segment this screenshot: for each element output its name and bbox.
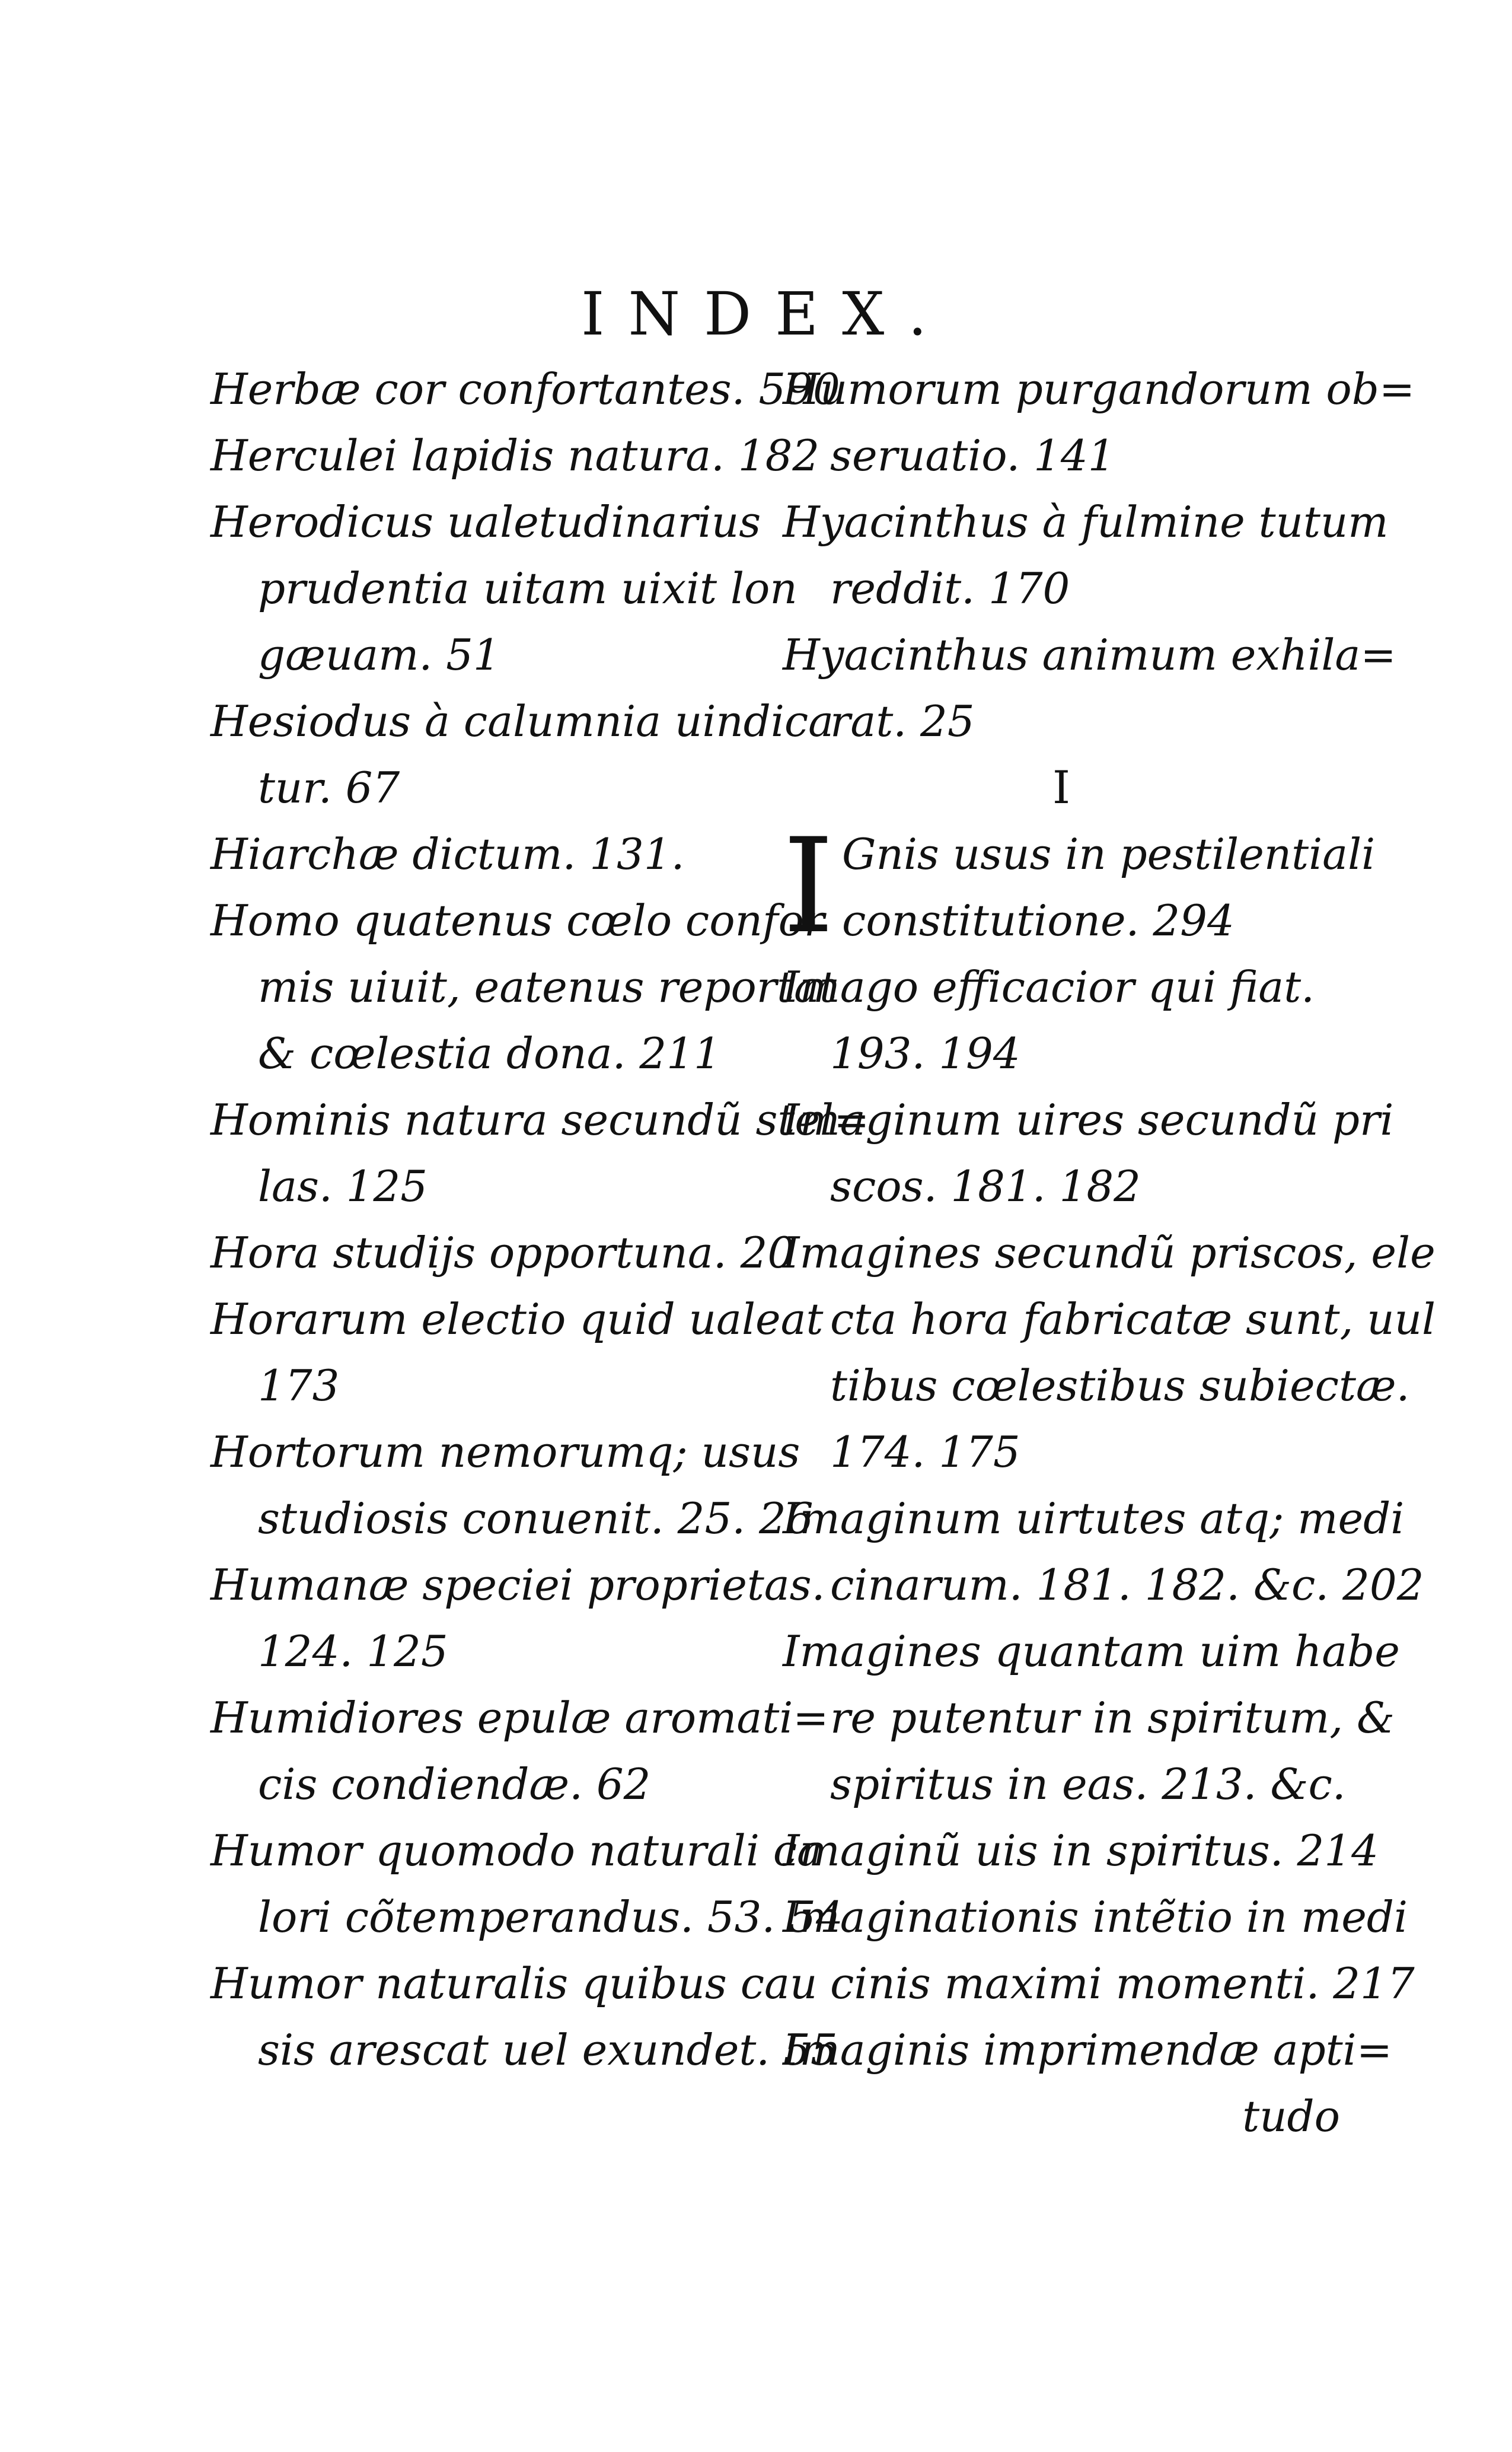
- index-line: Hortorum nemorumq; usus: [210, 1427, 800, 1477]
- index-line: tibus cœlestibus subiectæ.: [830, 1361, 1410, 1410]
- index-line: Imaginũ uis in spiritus. 214: [783, 1826, 1379, 1875]
- index-line: 174. 175: [830, 1427, 1020, 1477]
- index-line: Hiarchæ dictum. 131.: [210, 829, 685, 879]
- index-line: Imago efficacior qui fiat.: [783, 962, 1315, 1012]
- right-column: [783, 356, 1436, 2150]
- index-line: Imaginis imprimendæ apti=: [783, 2025, 1393, 2075]
- index-line: seruatio. 141: [830, 431, 1115, 480]
- index-line: las. 125: [258, 1161, 428, 1211]
- dropcap: I: [783, 810, 834, 962]
- index-line: cis condiendæ. 62: [258, 1759, 651, 1809]
- index-line: Herbæ cor confortantes. 590: [210, 364, 840, 414]
- index-line: spiritus in eas. 213. &c.: [830, 1759, 1346, 1809]
- index-line: 124. 125: [258, 1626, 448, 1676]
- index-line: Herculei lapidis natura. 182: [210, 431, 820, 480]
- index-line: Gnis usus in pestilentiali: [842, 829, 1376, 879]
- index-line: cinarum. 181. 182. &c. 202: [830, 1560, 1424, 1610]
- index-line: 173: [258, 1361, 340, 1410]
- index-line: Humor naturalis quibus cau: [210, 1959, 818, 2008]
- index-line: re putentur in spiritum, &: [830, 1693, 1395, 1743]
- index-line: Hyacinthus animum exhila=: [783, 630, 1396, 680]
- index-line: sis arescat uel exundet. 55: [258, 2025, 838, 2075]
- index-line: Homo quatenus cœlo confor: [210, 896, 825, 945]
- dropcap-entry: [783, 810, 1376, 962]
- index-line: 193. 194: [830, 1028, 1020, 1078]
- index-line: Imaginationis intẽtio in medi: [783, 1892, 1408, 1942]
- index-line: rat. 25: [830, 696, 975, 746]
- index-line: gæuam. 51: [258, 630, 500, 680]
- page-header: [581, 279, 961, 350]
- index-line: studiosis conuenit. 25. 26: [258, 1494, 814, 1543]
- index-line: Humidiores epulæ aromati=: [210, 1693, 829, 1743]
- index-line: Imagines quantam uim habe: [783, 1626, 1400, 1676]
- index-line: Humanæ speciei proprietas.: [210, 1560, 825, 1610]
- index-line: lori cõtemperandus. 53. 54: [258, 1892, 843, 1942]
- index-line: mis uiuit, eatenus reportat: [258, 962, 837, 1012]
- index-line: Hesiodus à calumnia uindica: [210, 696, 834, 746]
- index-line: tur. 67: [258, 763, 400, 813]
- index-line: Horarum electio quid ualeat: [210, 1294, 824, 1344]
- left-column: [210, 356, 870, 2083]
- index-line: & cœlestia dona. 211: [258, 1028, 721, 1078]
- index-line: Humorum purgandorum ob=: [783, 364, 1415, 414]
- index-line: reddit. 170: [830, 563, 1070, 613]
- index-line: Herodicus ualetudinarius: [210, 497, 761, 547]
- index-line: cinis maximi momenti. 217: [830, 1959, 1415, 2008]
- index-line: Imaginum uires secundũ pri: [783, 1095, 1394, 1145]
- page-title: INDEX.: [581, 279, 951, 349]
- index-line: Humor quomodo naturali ca: [210, 1826, 822, 1875]
- index-line: constitutione. 294: [842, 896, 1235, 945]
- index-line: Imaginum uirtutes atq; medi: [783, 1494, 1405, 1543]
- index-line: Hominis natura secundũ stel=: [210, 1095, 870, 1145]
- index-line: Imagines secundũ priscos, ele: [783, 1228, 1436, 1278]
- index-line: Hyacinthus à fulmine tutum: [783, 497, 1389, 547]
- catchword: tudo: [1242, 2091, 1340, 2141]
- index-line: Hora studijs opportuna. 20: [210, 1228, 795, 1278]
- index-line: scos. 181. 182: [830, 1161, 1141, 1211]
- index-line: cta hora fabricatæ sunt, uul: [830, 1294, 1436, 1344]
- index-line: prudentia uitam uixit lon: [258, 563, 798, 613]
- section-letter: I: [1052, 761, 1071, 814]
